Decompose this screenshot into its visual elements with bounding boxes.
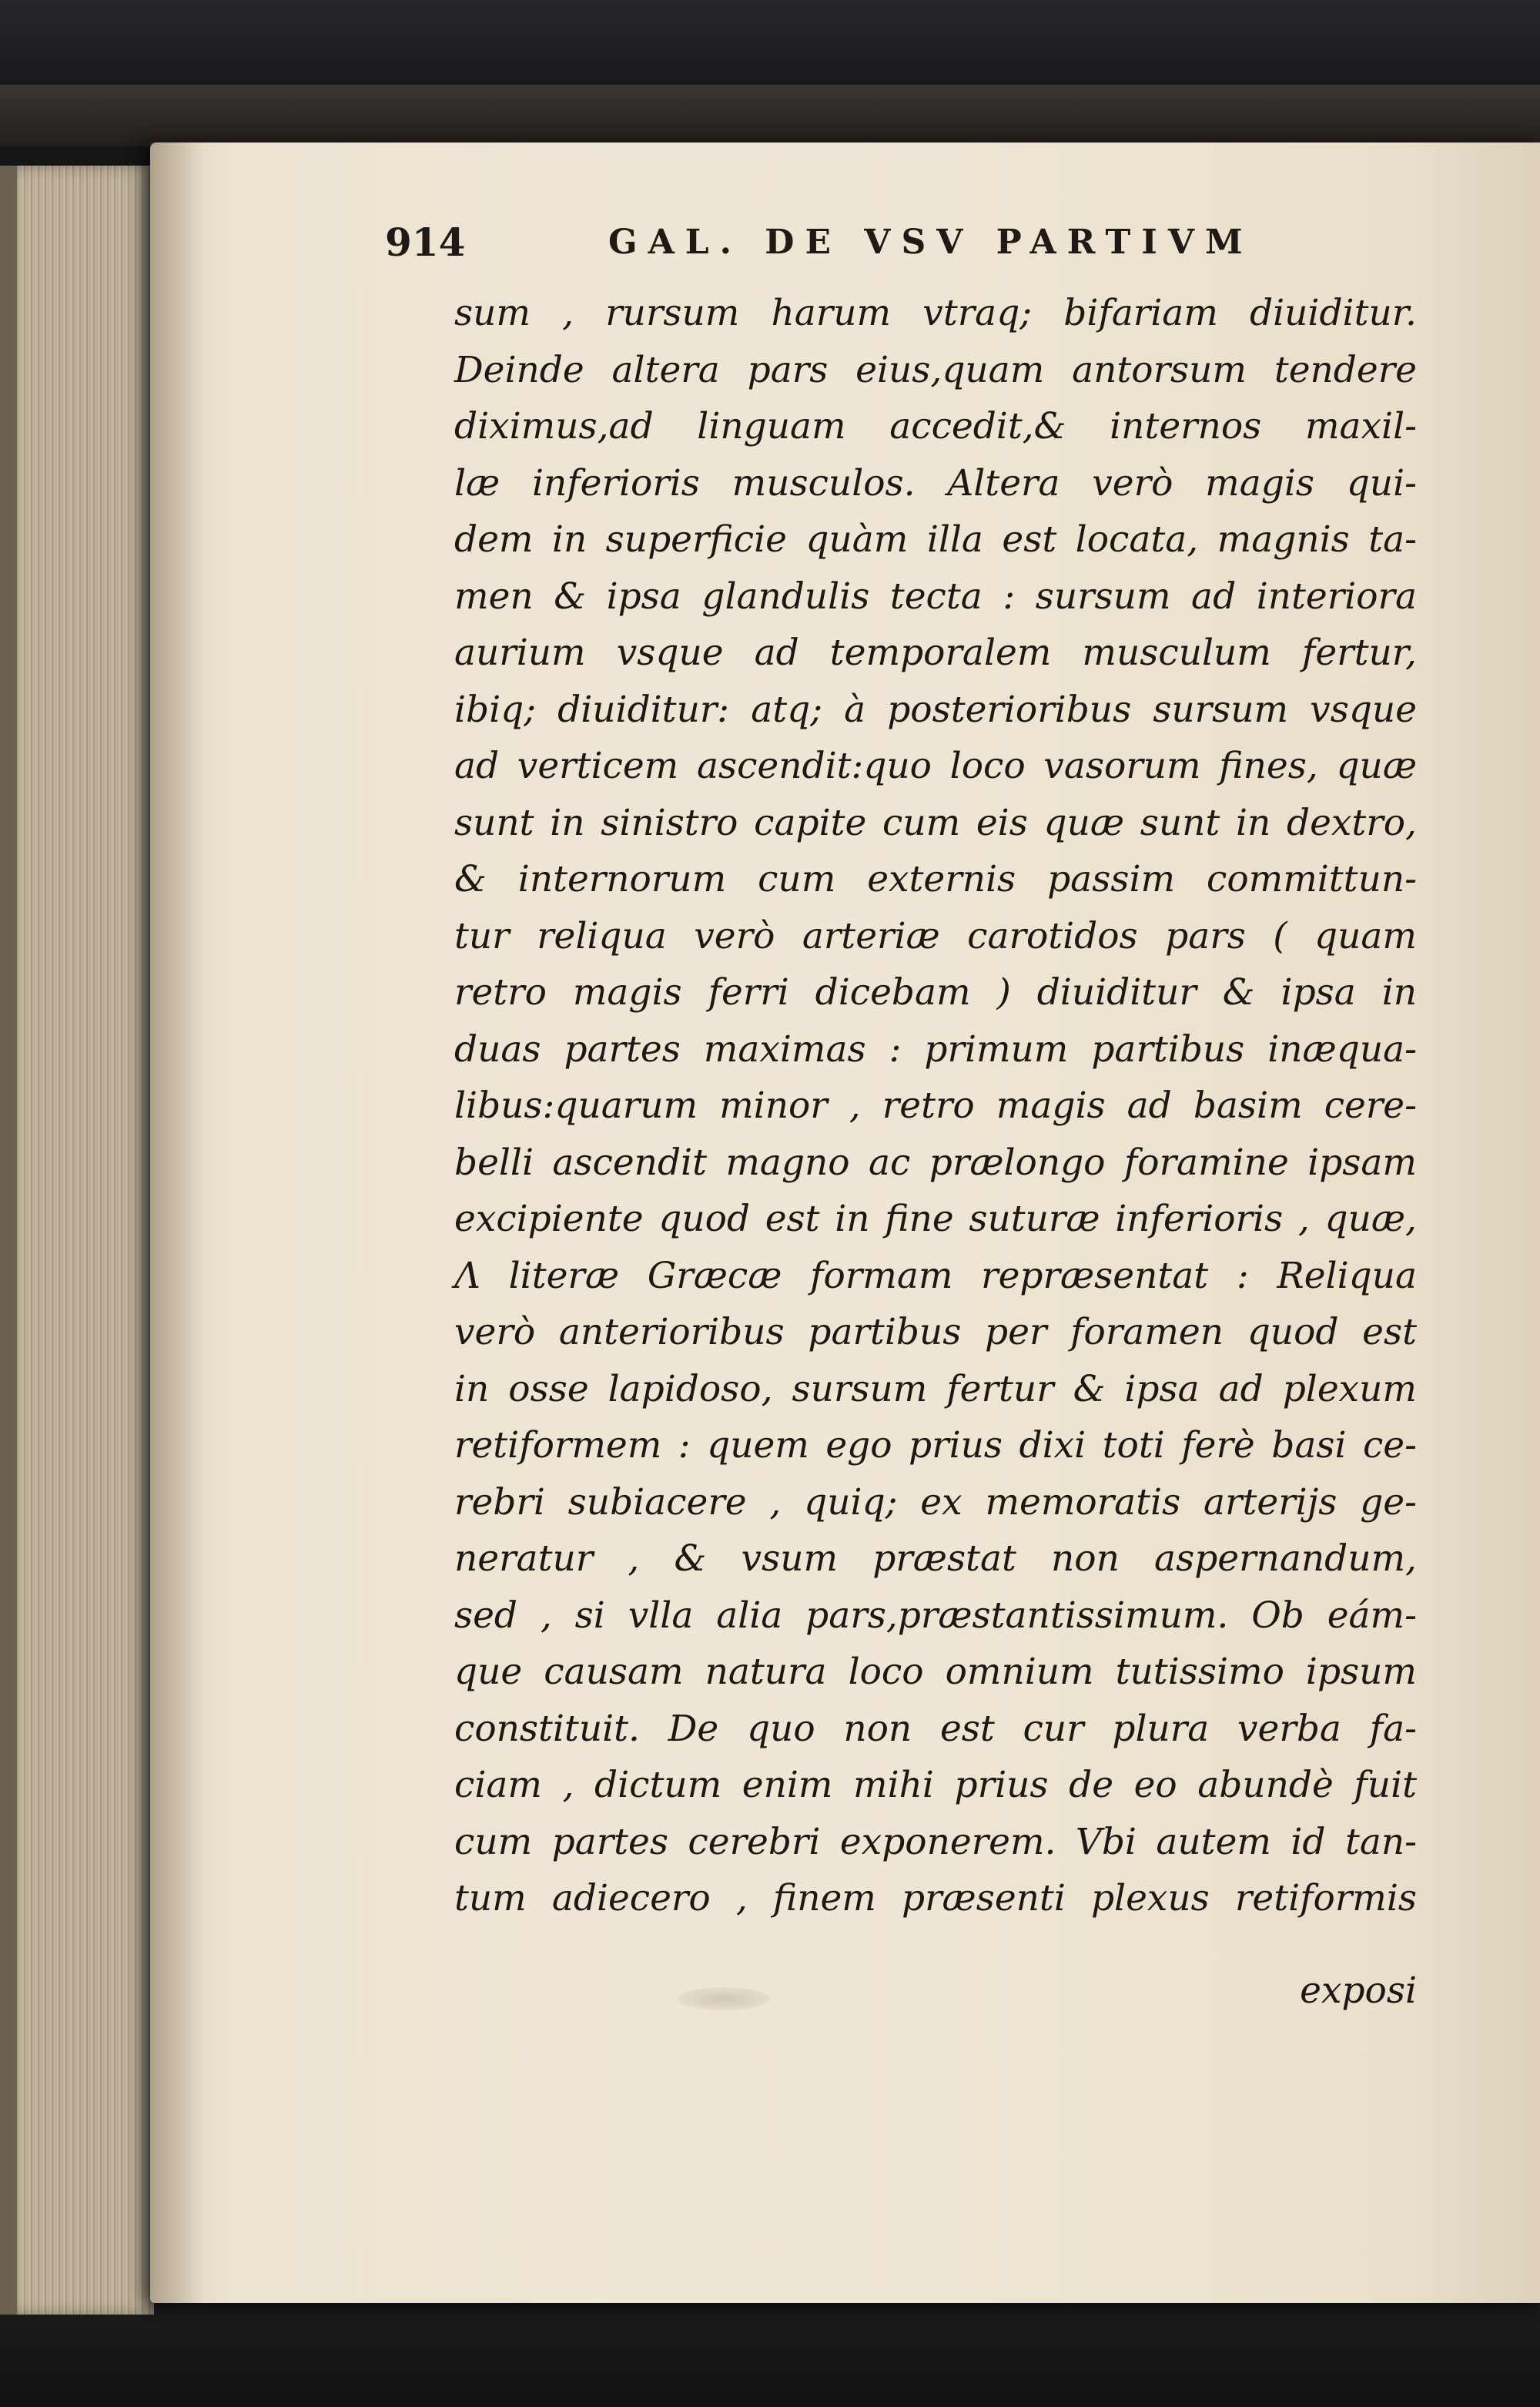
text-line: tur reliqua verò arteriæ carotidos pars ( quam: [454, 914, 1417, 957]
text-line: diximus,ad linguam accedit,& internos maxil-: [454, 405, 1417, 448]
text-line: læ inferioris musculos. Altera verò magis qui-: [454, 461, 1417, 505]
page-number: 914: [385, 220, 466, 265]
body-text: [454, 285, 1417, 1927]
text-line: belli ascendit magno ac prælongo foramine ipsam: [454, 1141, 1417, 1184]
catchword: exposi: [1300, 1970, 1417, 2012]
book-cover-edge: [0, 166, 17, 2315]
book-page-edges: [0, 166, 154, 2315]
text-line: ad verticem ascendit:quo loco vasorum fines, quæ: [454, 745, 1417, 787]
page-header: [385, 216, 1309, 270]
running-head: GAL. DE VSV PARTIVM: [608, 223, 1254, 262]
text-line: duas partes maximas : primum partibus inæqua-: [454, 1028, 1417, 1071]
text-line: retiformem : quem ego prius dixi toti ferè basi ce-: [454, 1424, 1417, 1467]
text-line: tum adiecero , finem præsenti plexus retiformis: [454, 1877, 1417, 1919]
text-line: neratur , & vsum præstat non aspernandum,: [454, 1537, 1417, 1580]
text-line: in osse lapidoso, sursum fertur & ipsa ad plexum: [454, 1367, 1417, 1410]
text-line: rebri subiacere , quiq; ex memoratis arterijs ge-: [454, 1480, 1417, 1524]
text-line: cum partes cerebri exponerem. Vbi autem id tan-: [454, 1820, 1417, 1863]
text-line: sed , si vlla alia pars,præstantissimum. Ob eám-: [454, 1594, 1417, 1637]
text-line: retro magis ferri dicebam ) diuiditur & ipsa in: [454, 971, 1417, 1014]
text-line: constituit. De quo non est cur plura verba fa-: [454, 1707, 1417, 1750]
text-line: excipiente quod est in fine suturæ inferioris , quæ,: [454, 1198, 1417, 1240]
dark-backdrop-top: [0, 0, 1540, 85]
text-line: verò anterioribus partibus per foramen quod est: [454, 1311, 1417, 1353]
text-line: sunt in sinistro capite cum eis quæ sunt in dextro,: [454, 801, 1417, 844]
ink-smudge: [678, 1987, 770, 2010]
text-line: ibiq; diuiditur: atq; à posterioribus sursum vsque: [454, 688, 1417, 731]
gutter-shadow: [150, 142, 204, 2303]
text-line: ciam , dictum enim mihi prius de eo abundè fuit: [454, 1764, 1417, 1806]
text-line: dem in superficie quàm illa est locata, magnis ta-: [454, 518, 1417, 561]
text-line: sum , rursum harum vtraq; bifariam diuiditur.: [454, 292, 1417, 334]
text-line: & internorum cum externis passim committun-: [454, 858, 1417, 900]
text-line: libus:quarum minor , retro magis ad basim cere-: [454, 1084, 1417, 1127]
text-line: Deinde altera pars eius,quam antorsum tendere: [454, 348, 1417, 391]
text-line: Λ literæ Græcæ formam repræsentat : Reliqua: [454, 1254, 1417, 1297]
text-line: men & ipsa glandulis tecta : sursum ad interiora: [454, 575, 1417, 618]
book-top-edge: [0, 85, 1540, 146]
text-line: aurium vsque ad temporalem musculum fertur,: [454, 632, 1417, 674]
text-line: que causam natura loco omnium tutissimo ipsum: [454, 1651, 1417, 1693]
